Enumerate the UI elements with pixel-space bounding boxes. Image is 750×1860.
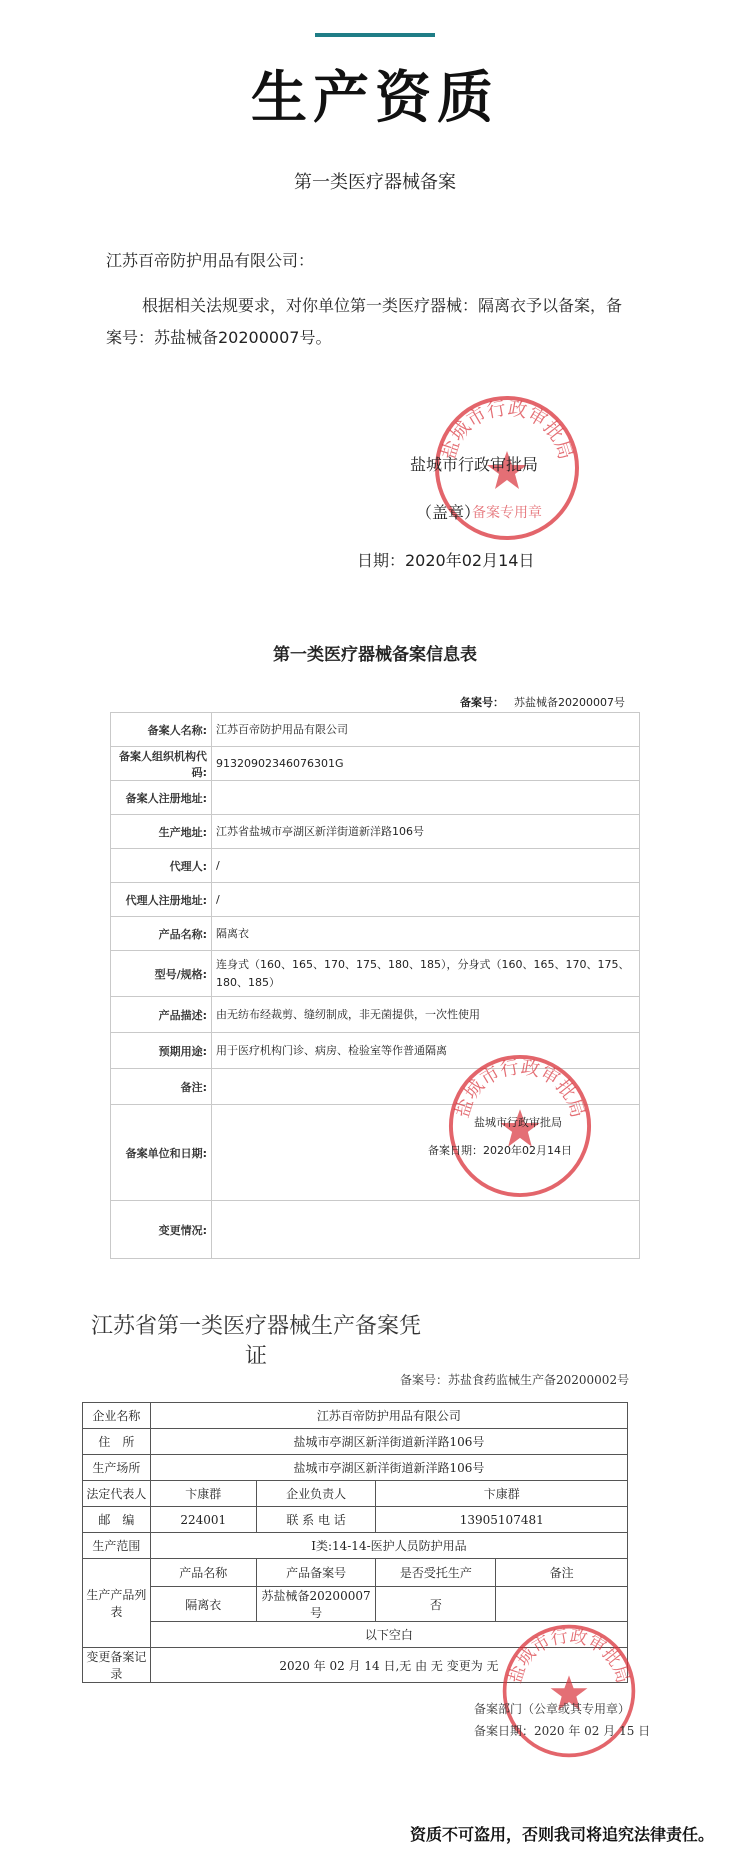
product-filing-no: 苏盐械备20200007号 [256, 1587, 376, 1622]
table-row [83, 1507, 628, 1533]
footer-notice: 资质不可盗用，否则我司将追究法律责任。 [410, 1825, 715, 1844]
list-header: 产品备案号 [256, 1559, 376, 1587]
row-label: 变更情况: [111, 1201, 212, 1259]
row-value: 连身式（160、165、170、175、180、185），分身式（160、165、170、175、180、185） [212, 951, 640, 997]
row-label: 备案人注册地址: [111, 781, 212, 815]
info-table-sign-date: 备案日期：2020年02月14日 [428, 1144, 572, 1157]
certificate-file-date: 备案日期：2020 年 02 月 15 日 [474, 1724, 651, 1738]
row-label: 备案单位和日期: [111, 1105, 212, 1201]
info-table-filing-no-label: 备案号： [460, 696, 504, 709]
site-label: 生产场所 [83, 1455, 151, 1481]
table-row [83, 1429, 628, 1455]
info-table-signer: 盐城市行政审批局 [474, 1116, 562, 1129]
seal-1-sub: 备案专用章 [472, 505, 542, 521]
row-label: 型号/规格: [111, 951, 212, 997]
table-row [111, 1201, 640, 1259]
legal-rep-value: 卞康群 [150, 1481, 256, 1507]
list-header: 产品名称 [150, 1559, 256, 1587]
company-label: 企业名称 [83, 1403, 151, 1429]
table-row [111, 815, 640, 849]
change-value: 2020 年 02 月 14 日,无 由 无 变更为 无 [150, 1648, 627, 1683]
row-label: 生产地址: [111, 815, 212, 849]
phone-value: 13905107481 [376, 1507, 628, 1533]
postcode-label: 邮 编 [83, 1507, 151, 1533]
table-row [111, 883, 640, 917]
row-label: 备注: [111, 1069, 212, 1105]
seal-1-text: 盐城市行政审批局 [437, 397, 577, 463]
row-label: 备案人名称: [111, 713, 212, 747]
title-accent-bar [315, 33, 435, 37]
table-row [111, 747, 640, 781]
change-label: 变更备案记 录 [83, 1648, 151, 1683]
row-value: 江苏省盐城市亭湖区新洋街道新洋路106号 [212, 815, 640, 849]
residence-value: 盐城市亭湖区新洋街道新洋路106号 [150, 1429, 627, 1455]
table-row [83, 1559, 628, 1587]
certificate-filing-no: 备案号：苏盐食药监械生产备20200002号 [400, 1373, 630, 1387]
row-value: 隔离衣 [212, 917, 640, 951]
row-value: 由无纺布经裁剪、缝纫制成，非无菌提供，一次性使用 [212, 997, 640, 1033]
certificate-dept: 备案部门（公章或其专用章） [474, 1702, 631, 1716]
filing-letter-issuer: 盐城市行政审批局 [410, 455, 539, 474]
page-title: 生产资质 [251, 66, 499, 131]
list-header: 备注 [496, 1559, 628, 1587]
row-label: 代理人: [111, 849, 212, 883]
table-row [111, 713, 640, 747]
site-value: 盐城市亭湖区新洋街道新洋路106号 [150, 1455, 627, 1481]
row-value: / [212, 883, 640, 917]
info-table-title: 第一类医疗器械备案信息表 [273, 645, 477, 665]
row-value: 用于医疗机构门诊、病房、检验室等作普通隔离 [212, 1033, 640, 1069]
principal-label: 企业负责人 [256, 1481, 376, 1507]
filing-letter-addressee: 江苏百帝防护用品有限公司： [106, 251, 315, 270]
row-label: 预期用途: [111, 1033, 212, 1069]
table-row [83, 1481, 628, 1507]
product-name: 隔离衣 [150, 1587, 256, 1622]
row-value [212, 781, 640, 815]
product-note [496, 1587, 628, 1622]
seal-2-text: 盐城市行政审批局 [452, 1057, 588, 1121]
row-label: 产品名称: [111, 917, 212, 951]
row-value [212, 1201, 640, 1259]
official-seal-3 [500, 1622, 638, 1760]
row-label: 产品描述: [111, 997, 212, 1033]
row-value: / [212, 849, 640, 883]
scope-value: Ⅰ类:14-14-医护人员防护用品 [150, 1533, 627, 1559]
phone-label: 联 系 电 话 [256, 1507, 376, 1533]
info-table-filing-no [460, 694, 625, 710]
filing-letter-body: 根据相关法规要求，对你单位第一类医疗器械：隔离衣予以备案，备案号：苏盐械备20200007号。 [106, 296, 623, 347]
filing-letter-seal-note: （盖章） [416, 503, 481, 522]
filing-letter-date: 日期：2020年02月14日 [357, 551, 535, 570]
scope-label: 生产范围 [83, 1533, 151, 1559]
postcode-value: 224001 [150, 1507, 256, 1533]
table-row [83, 1403, 628, 1429]
list-header: 是否受托生产 [376, 1559, 496, 1587]
legal-rep-label: 法定代表人 [83, 1481, 151, 1507]
row-value: 91320902346076301G [212, 747, 640, 781]
row-label: 代理人注册地址: [111, 883, 212, 917]
table-row [83, 1455, 628, 1481]
info-table-filing-no-value: 苏盐械备20200007号 [514, 696, 625, 709]
product-list-label: 生产产品列表 [83, 1559, 151, 1648]
table-row [111, 917, 640, 951]
table-row [83, 1587, 628, 1622]
certificate-title: 江苏省第一类医疗器械生产备案凭证 [90, 1314, 421, 1369]
principal-value: 卞康群 [376, 1481, 628, 1507]
company-value: 江苏百帝防护用品有限公司 [150, 1403, 627, 1429]
row-value: 江苏百帝防护用品有限公司 [212, 713, 640, 747]
row-label: 备案人组织机构代码: [111, 747, 212, 781]
table-row [111, 997, 640, 1033]
table-row [83, 1533, 628, 1559]
seal-3-text: 盐城市行政审批局 [505, 1626, 633, 1686]
table-row [111, 951, 640, 997]
table-row [111, 849, 640, 883]
filing-letter-title: 第一类医疗器械备案 [294, 172, 456, 193]
product-entrusted: 否 [376, 1587, 496, 1622]
blank-note: 以下空白 [150, 1622, 627, 1648]
table-row [111, 781, 640, 815]
residence-label: 住 所 [83, 1429, 151, 1455]
